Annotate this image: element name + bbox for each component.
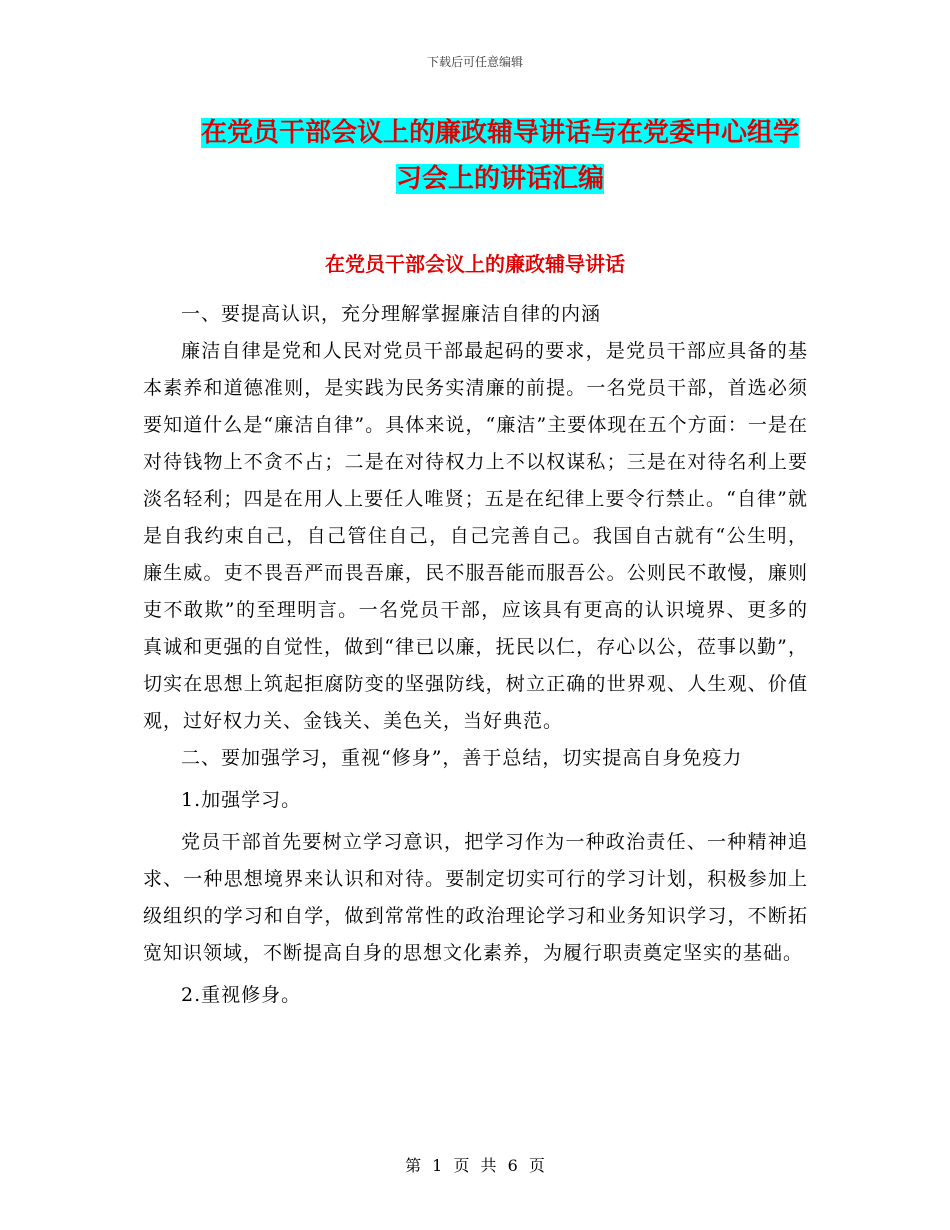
document-title-line1: 在党员干部会议上的廉政辅导讲话与在党委中心组学 <box>200 118 799 148</box>
document-title <box>190 110 810 202</box>
paragraph-heading-2: 二、要加强学习，重视“修身”，善于总结，切实提高自身免疫力 <box>181 747 743 769</box>
section-title: 在党员干部会议上的廉政辅导讲话 <box>325 252 625 276</box>
paragraph: 党员干部首先要树立学习意识，把学习作为一种政治责任、一种精神追求、一种思想境界来认识和对待。要制定切实可行的学习计划，积极参加上级组织的学习和自学，做到常常性的政治理论学习和业务知识学习，不断拓宽知识领域，不断提高自身的思想文化素养，为履行职责奠定坚实的基础。 <box>143 831 808 964</box>
paragraph-item-1: 1.加强学习。 <box>181 789 302 811</box>
paragraph-heading-1: 一、要提高认识，充分理解掌握廉洁自律的内涵 <box>181 303 602 325</box>
paragraph: 廉洁自律是党和人民对党员干部最起码的要求，是党员干部应具备的基本素养和道德准则，是实践为民务实清廉的前提。一名党员干部，首选必须要知道什么是“廉洁自律”。具体来说，“廉洁”主要体现在五个方面：一是在对待钱物上不贪不占；二是在对待权力上不以权谋私；三是在对待名利上要淡名轻利；四是在用人上要任人唯贤；五是在纪律上要令行禁止。“自律”就是自我约束自己，自己管住自己，自己完善自己。我国自古就有“公生明，廉生威。吏不畏吾严而畏吾廉，民不服吾能而服吾公。公则民不敢慢，廉则吏不敢欺”的至理明言。一名党员干部，应该具有更高的认识境界、更多的真诚和更强的自觉性，做到“律已以廉，抚民以仁，存心以公，莅事以勤”，切实在思想上筑起拒腐防变的坚强防线，树立正确的世界观、人生观、价值观，过好权力关、金钱关、美色关，当好典范。 <box>143 340 808 732</box>
document-title-line2: 习会上的讲话汇编 <box>395 164 604 194</box>
paragraph-item-2: 2.重视修身。 <box>181 984 302 1006</box>
document-body <box>143 296 808 1019</box>
header-note: 下载后可任意编辑 <box>426 55 523 69</box>
page-footer: 第 1 页 共 6 页 <box>405 1156 545 1175</box>
